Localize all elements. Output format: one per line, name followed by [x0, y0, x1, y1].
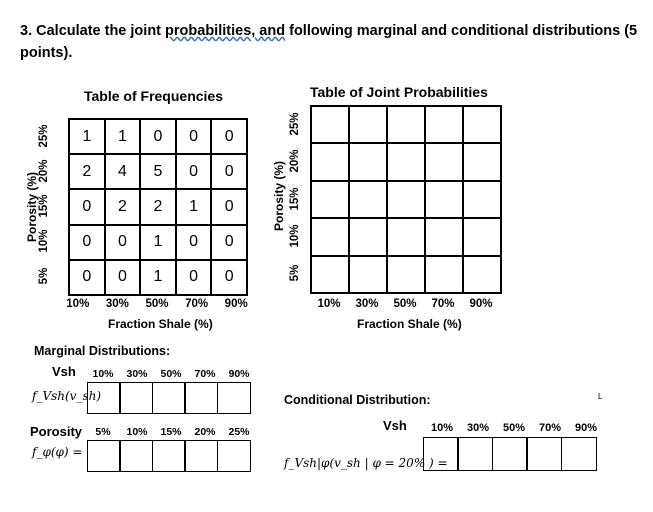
- marginal-porosity-label: Porosity: [30, 424, 83, 439]
- y-tick-label: 10%: [289, 224, 301, 248]
- y-tick-label: 25%: [38, 124, 50, 148]
- freq-table-title: Table of Frequencies: [84, 88, 223, 104]
- answer-box[interactable]: [423, 437, 459, 471]
- marginal-vsh-boxes: [88, 382, 251, 414]
- x-tick-label: 90%: [469, 298, 493, 310]
- answer-box[interactable]: [119, 382, 153, 414]
- x-tick-label: 30%: [126, 368, 148, 380]
- x-tick-label: 70%: [538, 422, 562, 434]
- freq-cell: 0: [69, 260, 105, 295]
- freq-cell: 2: [140, 189, 176, 224]
- x-tick-label: 30%: [105, 298, 129, 310]
- freq-cell: 0: [140, 119, 176, 154]
- joint-cell[interactable]: [311, 218, 349, 255]
- joint-cell[interactable]: [425, 106, 463, 143]
- y-tick-label: 5%: [38, 268, 50, 285]
- freq-cell: 0: [211, 225, 247, 260]
- answer-box[interactable]: [526, 437, 562, 471]
- y-tick-label: 5%: [289, 264, 301, 282]
- freq-grid: [68, 118, 248, 296]
- joint-cell[interactable]: [311, 256, 349, 293]
- joint-cell[interactable]: [311, 106, 349, 143]
- x-tick-label: 50%: [160, 368, 182, 380]
- conditional-func-text: f_Vsh|φ(v_sh | φ = 20% ) =: [284, 456, 448, 470]
- joint-cell[interactable]: [425, 256, 463, 293]
- x-tick-label: 20%: [194, 426, 216, 438]
- joint-cell[interactable]: [349, 256, 387, 293]
- marginal-por-func: [32, 445, 82, 459]
- answer-box[interactable]: [152, 440, 186, 472]
- x-tick-label: 70%: [431, 298, 455, 310]
- freq-cell: 0: [105, 225, 141, 260]
- freq-cell: 4: [105, 154, 141, 189]
- answer-box[interactable]: [184, 440, 218, 472]
- x-tick-label: 10%: [92, 368, 114, 380]
- freq-cell: 1: [69, 119, 105, 154]
- answer-box[interactable]: [87, 382, 121, 414]
- joint-cell[interactable]: [463, 218, 501, 255]
- freq-cell: 0: [176, 260, 212, 295]
- joint-cell[interactable]: [311, 143, 349, 180]
- joint-grid: [310, 105, 502, 294]
- joint-cell[interactable]: [387, 256, 425, 293]
- x-tick-label: 10%: [317, 298, 341, 310]
- x-tick-label: 70%: [185, 298, 209, 310]
- freq-cell: 0: [176, 225, 212, 260]
- answer-box[interactable]: [87, 440, 121, 472]
- question-text-underlined: probabilities, and: [165, 23, 286, 39]
- freq-cell: 1: [176, 189, 212, 224]
- joint-cell[interactable]: [349, 218, 387, 255]
- y-tick-label: 10%: [38, 229, 50, 253]
- joint-cell[interactable]: [463, 256, 501, 293]
- answer-box[interactable]: [457, 437, 493, 471]
- answer-box[interactable]: [561, 437, 597, 471]
- joint-cell[interactable]: [349, 106, 387, 143]
- question-text-after: following marginal and conditional distributions (5 points).: [20, 23, 638, 61]
- joint-cell[interactable]: [387, 143, 425, 180]
- marginal-title: Marginal Distributions:: [34, 344, 171, 358]
- joint-cell[interactable]: [349, 143, 387, 180]
- joint-cell[interactable]: [463, 106, 501, 143]
- freq-cell: 2: [105, 189, 141, 224]
- y-tick-label: 20%: [289, 149, 301, 173]
- joint-cell[interactable]: [425, 143, 463, 180]
- freq-cell: 0: [211, 260, 247, 295]
- y-tick-label: 15%: [289, 186, 301, 211]
- conditional-boxes: [424, 437, 597, 471]
- x-tick-label: 70%: [194, 368, 216, 380]
- freq-cell: 5: [140, 154, 176, 189]
- joint-cell[interactable]: [387, 218, 425, 255]
- joint-table-title: Table of Joint Probabilities: [310, 84, 488, 100]
- question-number: 3.: [20, 23, 33, 39]
- freq-ylabel: Porosity (%): [25, 172, 39, 243]
- joint-cell[interactable]: [425, 181, 463, 218]
- x-tick-label: 15%: [160, 426, 182, 438]
- corner-mark: L: [598, 392, 603, 401]
- marginal-vsh-label: Vsh: [52, 364, 76, 379]
- freq-cell: 0: [211, 154, 247, 189]
- question-title: [20, 20, 640, 64]
- x-tick-label: 30%: [466, 422, 490, 434]
- x-tick-label: 10%: [126, 426, 148, 438]
- x-tick-label: 10%: [430, 422, 454, 434]
- freq-cell: 0: [176, 119, 212, 154]
- freq-cell: 0: [211, 119, 247, 154]
- freq-cell: 0: [176, 154, 212, 189]
- x-tick-label: 50%: [393, 298, 417, 310]
- freq-cell: 0: [211, 189, 247, 224]
- x-tick-label: 50%: [145, 298, 169, 310]
- question-text-before: Calculate the joint: [36, 23, 166, 39]
- conditional-title: Conditional Distribution:: [284, 393, 431, 407]
- x-tick-label: 50%: [502, 422, 526, 434]
- conditional-vsh-label: Vsh: [383, 418, 407, 433]
- joint-cell[interactable]: [463, 181, 501, 218]
- freq-cell: 1: [140, 225, 176, 260]
- y-tick-label: 25%: [289, 112, 301, 136]
- joint-cell[interactable]: [463, 143, 501, 180]
- x-tick-label: 5%: [95, 426, 111, 438]
- marginal-por-func-text: f_φ(φ) =: [32, 445, 83, 459]
- joint-cell[interactable]: [311, 181, 349, 218]
- marginal-vsh-func-text: f_Vsh(v_sh): [32, 389, 102, 403]
- x-tick-label: 25%: [228, 426, 250, 438]
- joint-cell[interactable]: [387, 181, 425, 218]
- joint-cell[interactable]: [425, 218, 463, 255]
- freq-cell: 1: [140, 260, 176, 295]
- y-tick-label: 20%: [38, 159, 50, 183]
- freq-xlabel: Fraction Shale (%): [108, 317, 213, 331]
- x-tick-label: 90%: [574, 422, 598, 434]
- freq-cell: 0: [69, 189, 105, 224]
- answer-box[interactable]: [152, 382, 186, 414]
- marginal-por-boxes: [88, 440, 251, 472]
- freq-cell: 0: [69, 225, 105, 260]
- joint-cell[interactable]: [349, 181, 387, 218]
- freq-cell: 2: [69, 154, 105, 189]
- x-tick-label: 30%: [355, 298, 379, 310]
- x-tick-label: 10%: [66, 298, 90, 310]
- freq-cell: 1: [105, 119, 141, 154]
- joint-ylabel: Porosity (%): [272, 161, 286, 232]
- answer-box[interactable]: [184, 382, 218, 414]
- answer-box[interactable]: [217, 382, 251, 414]
- joint-cell[interactable]: [387, 106, 425, 143]
- answer-box[interactable]: [119, 440, 153, 472]
- x-tick-label: 90%: [228, 368, 250, 380]
- joint-xlabel: Fraction Shale (%): [357, 317, 462, 331]
- freq-cell: 0: [105, 260, 141, 295]
- x-tick-label: 90%: [224, 298, 248, 310]
- y-tick-label: 15%: [38, 194, 50, 218]
- answer-box[interactable]: [492, 437, 528, 471]
- answer-box[interactable]: [217, 440, 251, 472]
